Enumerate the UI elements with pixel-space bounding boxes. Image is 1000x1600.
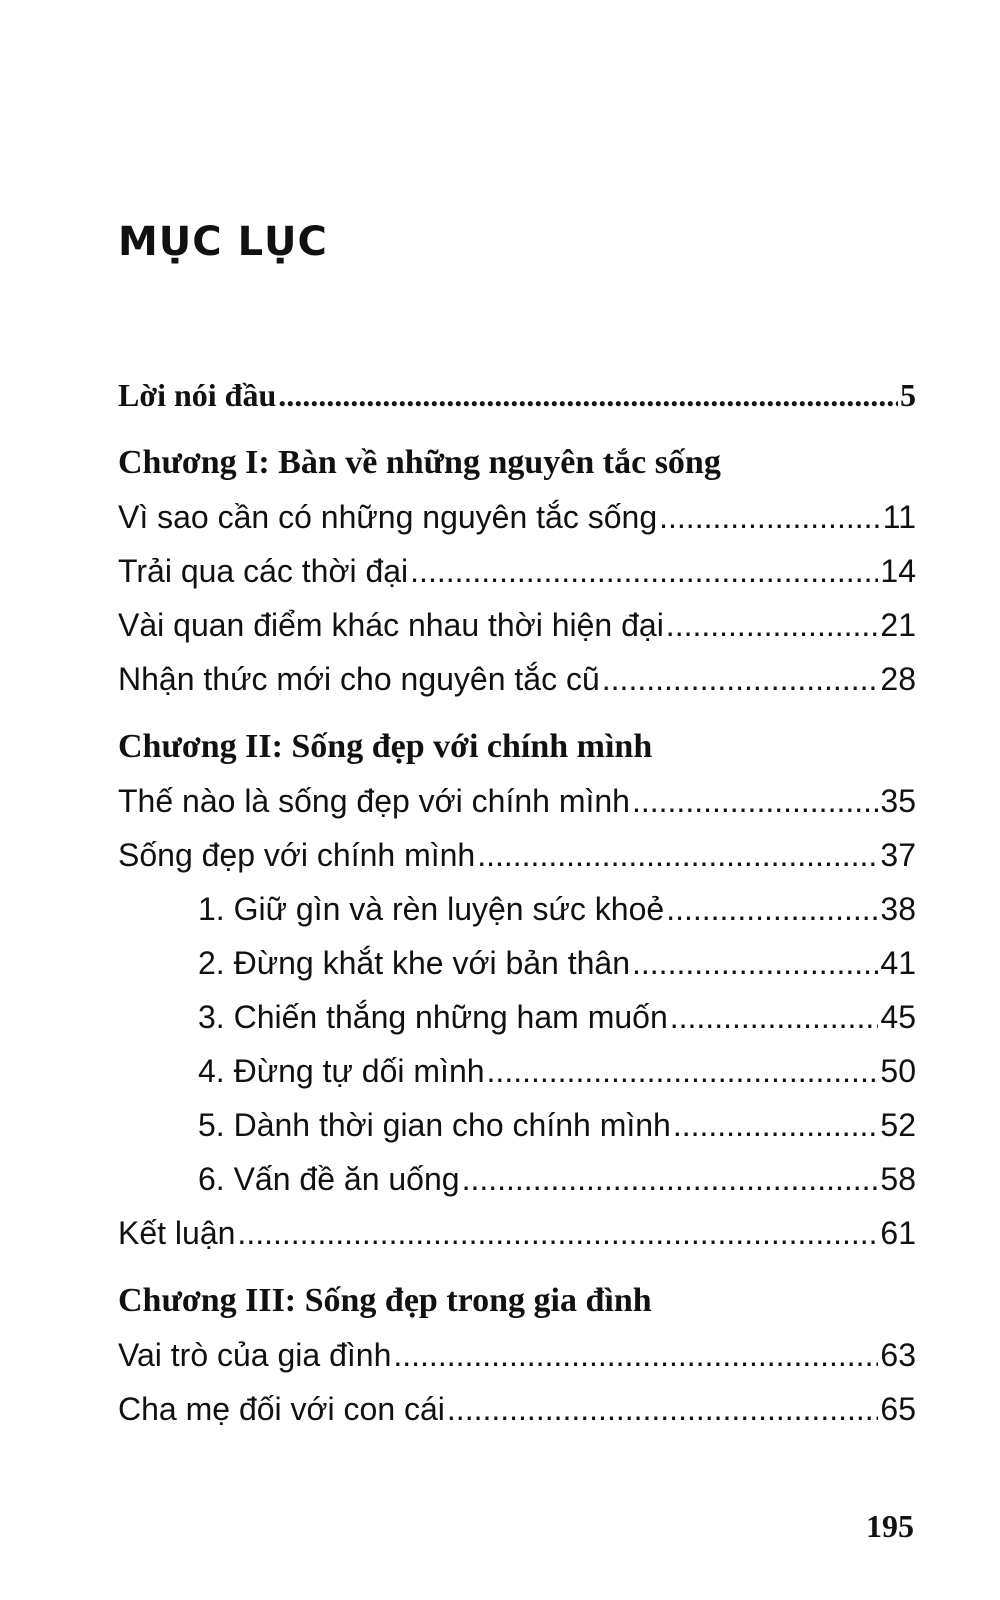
dot-leader [632, 774, 878, 828]
toc-entry [118, 368, 916, 422]
dot-leader [393, 1328, 878, 1382]
toc-entry [118, 936, 916, 990]
toc-entry-page: 37 [880, 837, 916, 873]
toc-entry-title: Trải qua các thời đại [118, 553, 409, 589]
table-of-contents [118, 368, 916, 1436]
toc-entry-title: 6. Vấn đề ăn uống [198, 1161, 460, 1197]
dot-leader [673, 1098, 879, 1152]
toc-entry-title: 3. Chiến thắng những ham muốn [198, 999, 668, 1035]
toc-entry [118, 1044, 916, 1098]
dot-leader [487, 1044, 879, 1098]
toc-entry-title: 5. Dành thời gian cho chính mình [198, 1107, 671, 1143]
toc-entry-page: 11 [882, 499, 916, 535]
toc-entry [118, 990, 916, 1044]
toc-entry-title: Chương II: Sống đẹp với chính mình [118, 728, 653, 765]
toc-entry-page: 21 [880, 607, 916, 643]
toc-entry-title: Vì sao cần có những nguyên tắc sống [118, 499, 658, 535]
toc-entry-page: 38 [880, 891, 916, 927]
toc-entry [118, 490, 916, 544]
toc-entry [118, 1206, 916, 1260]
dot-leader [410, 544, 878, 598]
dot-leader [462, 1152, 879, 1206]
dot-leader [659, 490, 881, 544]
toc-entry-title: Nhận thức mới cho nguyên tắc cũ [118, 661, 600, 697]
toc-entry [118, 828, 916, 882]
dot-leader [632, 936, 878, 990]
dot-leader [670, 990, 879, 1044]
dot-leader [278, 368, 898, 422]
toc-entry-title: Thế nào là sống đẹp với chính mình [118, 783, 630, 819]
dot-leader [666, 882, 878, 936]
toc-entry [118, 882, 916, 936]
toc-entry-title: Vài quan điểm khác nhau thời hiện đại [118, 607, 664, 643]
toc-entry [118, 544, 916, 598]
toc-entry-page: 63 [880, 1337, 916, 1373]
dot-leader [666, 598, 879, 652]
toc-entry-title: 1. Giữ gìn và rèn luyện sức khoẻ [198, 891, 665, 927]
toc-entry-title: Kết luận [118, 1215, 236, 1251]
toc-entry-page: 52 [880, 1107, 916, 1143]
page-title: MỤC LỤC [118, 219, 328, 265]
chapter-heading [118, 720, 916, 774]
toc-entry [118, 774, 916, 828]
toc-entry-title: Vai trò của gia đình [118, 1337, 392, 1373]
chapter-heading [118, 1274, 916, 1328]
toc-entry [118, 652, 916, 706]
toc-entry-page: 58 [880, 1161, 916, 1197]
chapter-heading [118, 436, 916, 490]
dot-leader [447, 1382, 879, 1436]
dot-leader [237, 1206, 878, 1260]
page-number: 195 [866, 1508, 914, 1544]
dot-leader [477, 828, 878, 882]
toc-entry-title: 4. Đừng tự dối mình [198, 1053, 485, 1089]
toc-entry-page: 65 [880, 1391, 916, 1427]
toc-entry-page: 41 [880, 945, 916, 981]
toc-entry [118, 1328, 916, 1382]
toc-entry-title: Chương I: Bàn về những nguyên tắc sống [118, 444, 721, 481]
toc-entry [118, 1152, 916, 1206]
toc-entry-page: 50 [880, 1053, 916, 1089]
toc-entry-title: Cha mẹ đối với con cái [118, 1391, 445, 1427]
toc-entry-page: 14 [880, 553, 916, 589]
toc-entry-page: 28 [880, 661, 916, 697]
toc-entry-page: 45 [880, 999, 916, 1035]
toc-entry-title: 2. Đừng khắt khe với bản thân [198, 945, 630, 981]
dot-leader [602, 652, 879, 706]
toc-entry-page: 5 [900, 377, 916, 413]
toc-entry [118, 598, 916, 652]
toc-entry-title: Lời nói đầu [118, 377, 277, 413]
toc-entry [118, 1098, 916, 1152]
toc-entry-page: 61 [880, 1215, 916, 1251]
toc-entry-page: 35 [880, 783, 916, 819]
toc-entry [118, 1382, 916, 1436]
toc-entry-title: Sống đẹp với chính mình [118, 837, 476, 873]
toc-entry-title: Chương III: Sống đẹp trong gia đình [118, 1282, 652, 1319]
